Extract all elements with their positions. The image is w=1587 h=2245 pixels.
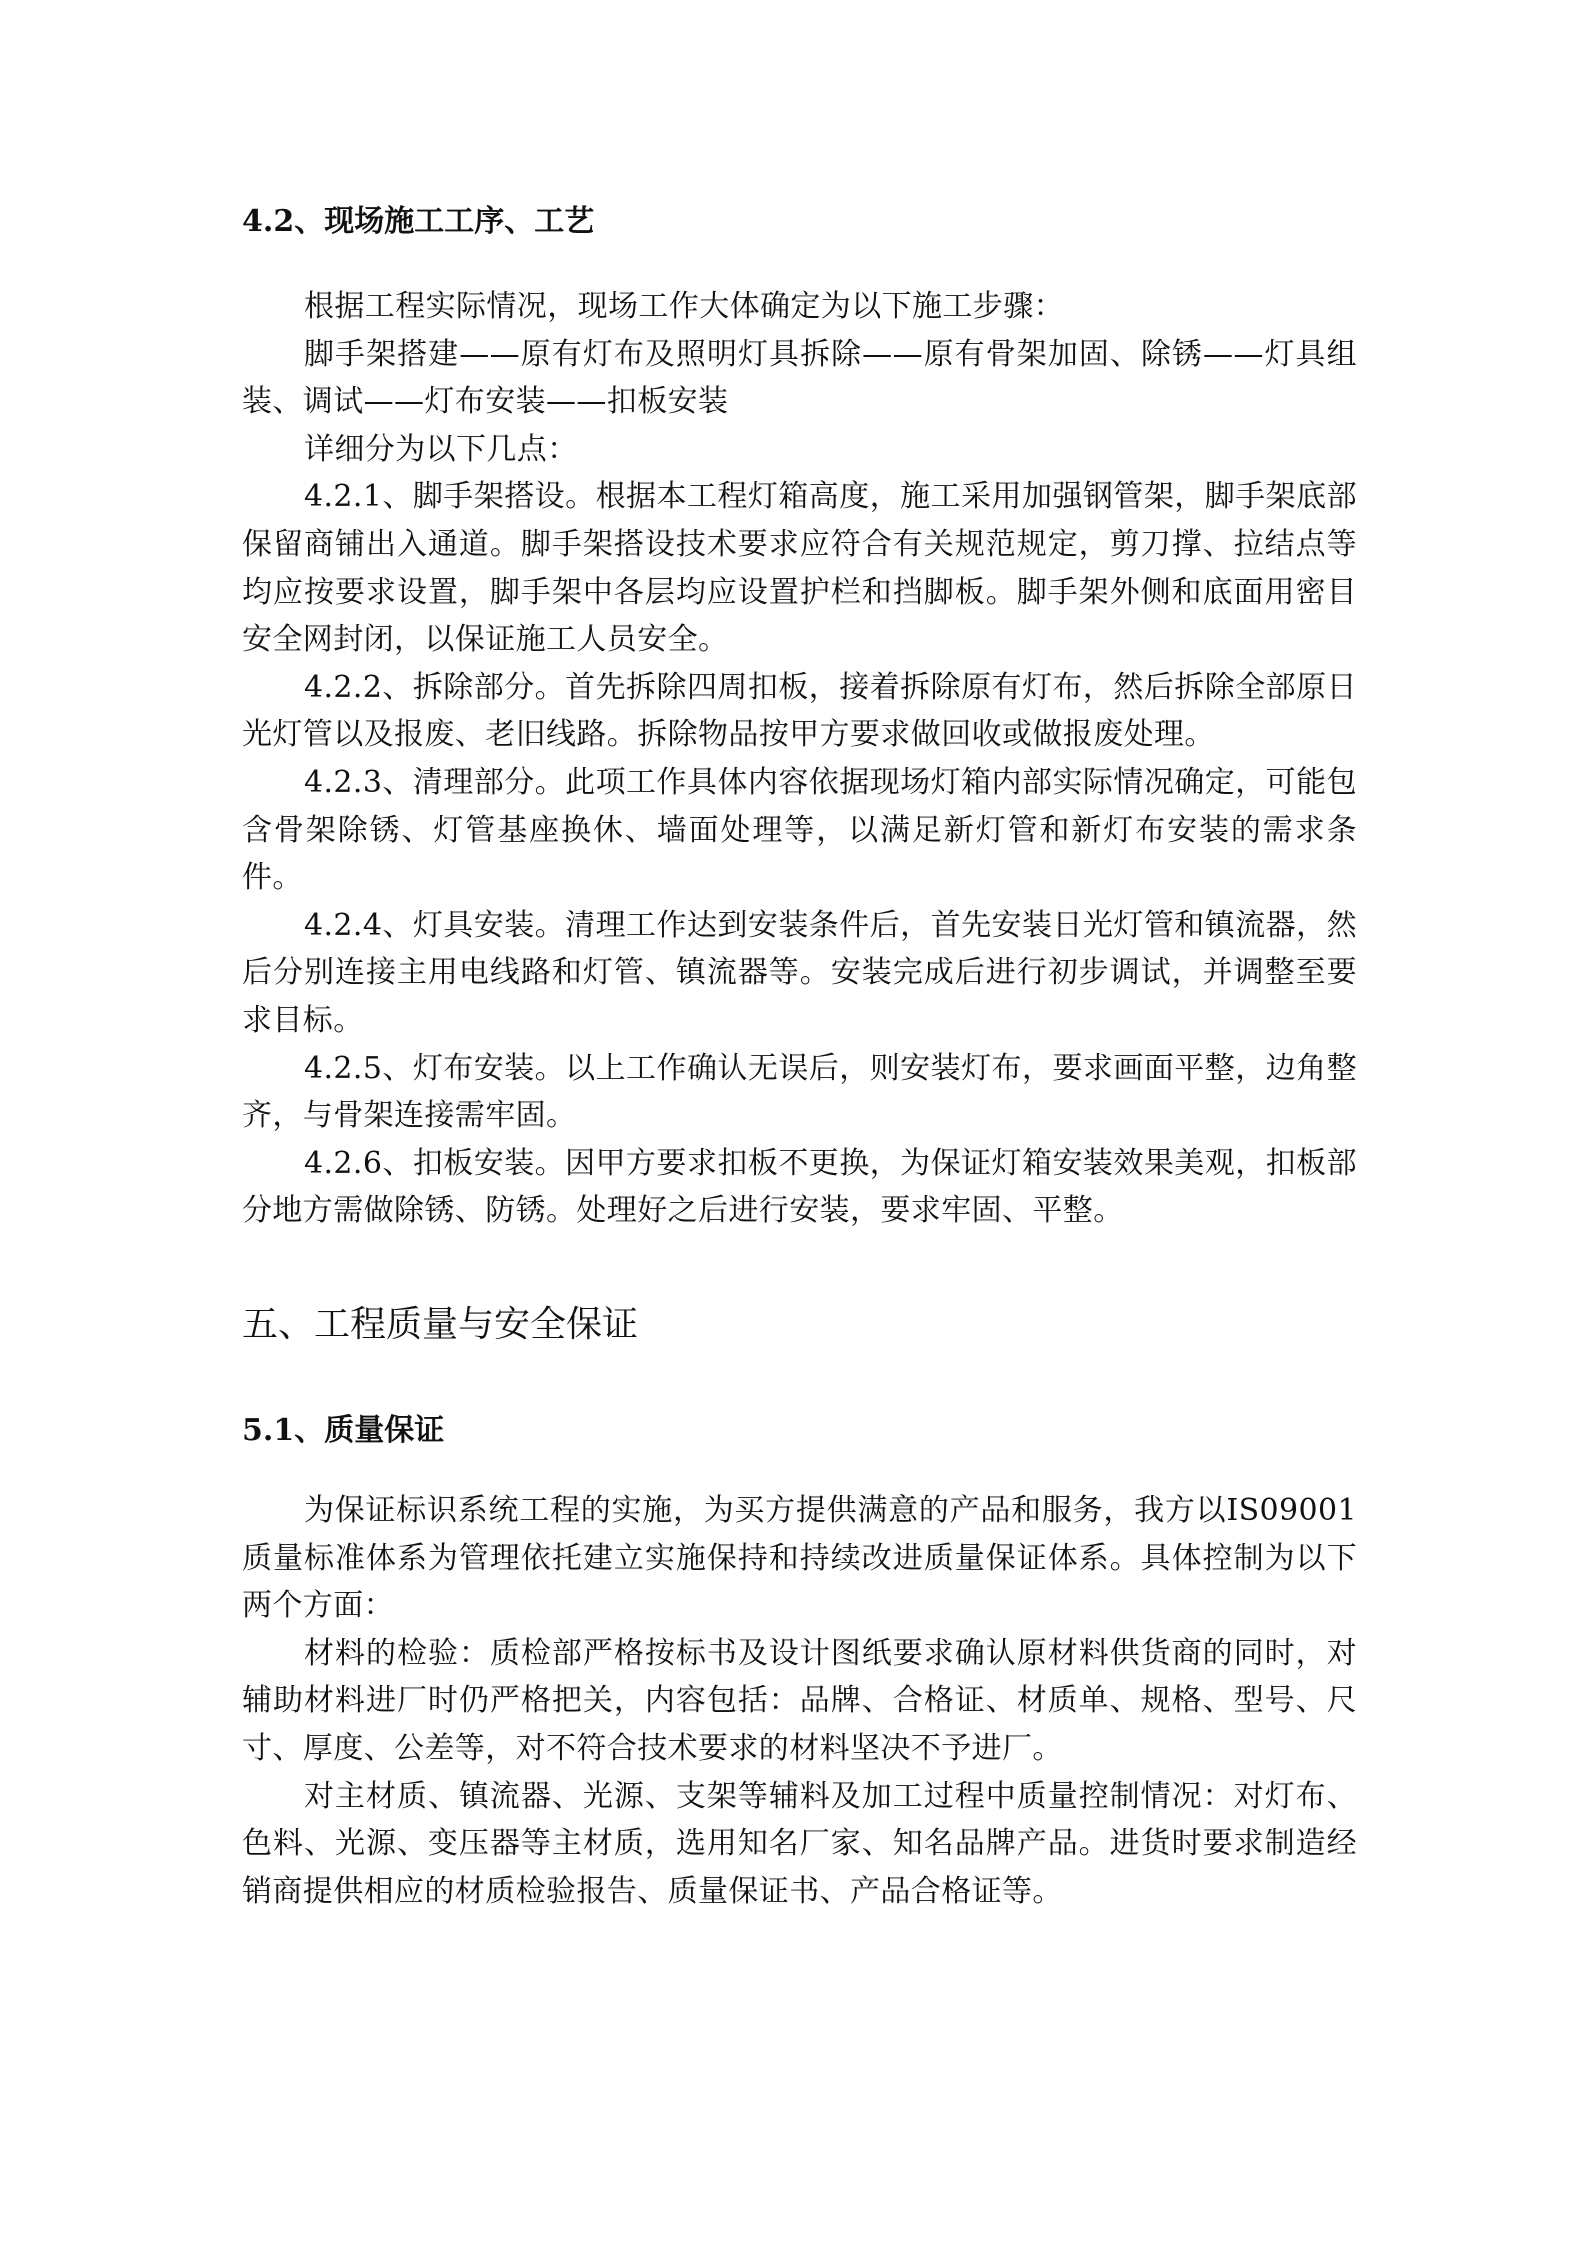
paragraph: 详细分为以下几点：: [304, 431, 578, 467]
section-4-2-body: [242, 283, 1357, 1235]
paragraph: 4.2.4、灯具安装。清理工作达到安装条件后，首先安装日光灯管和镇流器，然后分别连接主用电线路和灯管、镇流器等。安装完成后进行初步调试，并调整至要求目标。: [242, 907, 1357, 1038]
section-heading-4-2: 4.2、现场施工工序、工艺: [242, 204, 595, 239]
paragraph: 材料的检验：质检部严格按标书及设计图纸要求确认原材料供货商的同时，对辅助材料进厂时仍严格把关，内容包括：品牌、合格证、材质单、规格、型号、尺寸、厚度、公差等，对不符合技术要求的材料坚决不予进厂。: [242, 1635, 1357, 1766]
paragraph: 脚手架搭建——原有灯布及照明灯具拆除——原有骨架加固、除锈——灯具组装、调试——灯布安装——扣板安装: [242, 336, 1357, 420]
paragraph: 4.2.6、扣板安装。因甲方要求扣板不更换，为保证灯箱安装效果美观，扣板部分地方需做除锈、防锈。处理好之后进行安装，要求牢固、平整。: [242, 1145, 1357, 1229]
paragraph: 4.2.1、脚手架搭设。根据本工程灯箱高度，施工采用加强钢管架，脚手架底部保留商铺出入通道。脚手架搭设技术要求应符合有关规范规定，剪刀撑、拉结点等均应按要求设置，脚手架中各层均应设置护栏和挡脚板。脚手架外侧和底面用密目安全网封闭，以保证施工人员安全。: [242, 479, 1357, 658]
document-page: [242, 0, 1357, 2245]
paragraph: 4.2.2、拆除部分。首先拆除四周扣板，接着拆除原有灯布，然后拆除全部原日光灯管以及报废、老旧线路。拆除物品按甲方要求做回收或做报废处理。: [242, 669, 1357, 753]
section-5-1-body: [242, 1487, 1357, 1915]
paragraph: 根据工程实际情况，现场工作大体确定为以下施工步骤：: [304, 289, 1064, 324]
chapter-heading-5: 五、工程质量与安全保证: [242, 1304, 639, 1345]
paragraph: 4.2.3、清理部分。此项工作具体内容依据现场灯箱内部实际情况确定，可能包含骨架除锈、灯管基座换休、墙面处理等，以满足新灯管和新灯布安装的需求条件。: [242, 764, 1357, 896]
paragraph: 对主材质、镇流器、光源、支架等辅料及加工过程中质量控制情况：对灯布、色料、光源、变压器等主材质，选用知名厂家、知名品牌产品。进货时要求制造经销商提供相应的材质检验报告、质量保证书、产品合格证等。: [242, 1778, 1357, 1909]
paragraph: 为保证标识系统工程的实施，为买方提供满意的产品和服务，我方以IS09001质量标准体系为管理依托建立实施保持和持续改进质量保证体系。具体控制为以下两个方面：: [242, 1493, 1357, 1624]
paragraph: 4.2.5、灯布安装。以上工作确认无误后，则安装灯布，要求画面平整，边角整齐，与骨架连接需牢固。: [242, 1050, 1357, 1134]
section-heading-5-1: 5.1、质量保证: [242, 1413, 445, 1448]
